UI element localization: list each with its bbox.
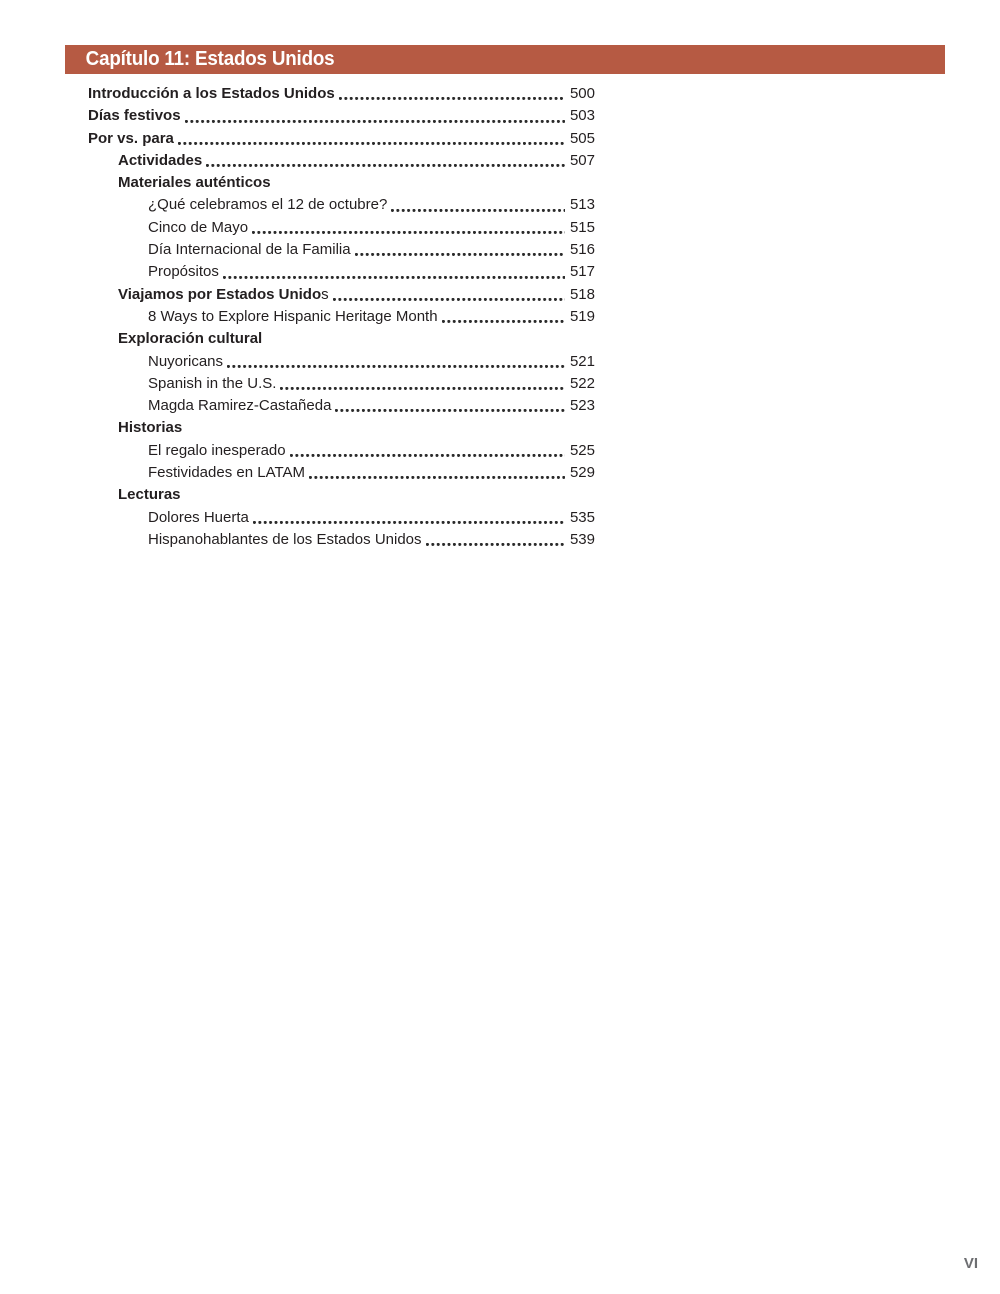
toc-entry: [88, 239, 595, 261]
toc-entry: [88, 440, 595, 462]
page-number-footer: VI: [963, 1255, 978, 1272]
dot-leader: [252, 231, 565, 234]
toc-entry-label: Magda Ramirez-Castañeda: [148, 397, 332, 415]
toc-entry-page: 535: [569, 508, 595, 526]
toc-entry: [88, 373, 595, 395]
dot-leader: [185, 120, 565, 123]
toc-entry: [88, 261, 595, 283]
toc-entry: [88, 83, 595, 105]
toc-entry-page: 513: [569, 196, 595, 214]
toc-entry-label: Cinco de Mayo: [148, 218, 249, 236]
toc-entry-page: 519: [569, 307, 595, 325]
toc-entry-label: Hispanohablantes de los Estados Unidos: [148, 530, 422, 548]
dot-leader: [339, 97, 565, 100]
toc-entry: [88, 194, 595, 216]
toc-entry-label: Nuyoricans: [148, 352, 224, 370]
toc-entry: [88, 507, 595, 529]
toc-entry-page: 539: [569, 530, 595, 548]
dot-leader: [178, 142, 565, 145]
dot-leader: [442, 320, 565, 323]
toc-section-heading: [88, 328, 595, 350]
toc-entry: [88, 284, 595, 306]
toc-entry-label-bold: Viajamos por Estados Unido: [118, 285, 322, 303]
toc-entry: [88, 306, 595, 328]
toc-entry-label: Propósitos: [148, 263, 219, 281]
toc-section-label: Materiales auténticos: [118, 174, 271, 192]
toc-entry-label: Introducción a los Estados Unidos: [88, 85, 335, 102]
dot-leader: [206, 164, 565, 167]
toc-entry: [88, 217, 595, 239]
toc-entry-label: Día Internacional de la Familia: [148, 241, 351, 259]
toc-entry-page: 507: [569, 151, 595, 169]
toc-entry: [88, 105, 595, 127]
toc-entry: [88, 462, 595, 484]
chapter-title: Capítulo 11: Estados Unidos: [85, 48, 335, 70]
toc-entry-page: 525: [569, 441, 595, 459]
toc-entry-label: Días festivos: [88, 107, 181, 125]
toc-entry-page: 517: [569, 263, 595, 281]
toc-entry-label: 8 Ways to Explore Hispanic Heritage Month: [148, 307, 438, 325]
toc-entry-page: 523: [569, 397, 595, 415]
toc-entry-label: Dolores Huerta: [148, 508, 249, 526]
toc-entry-label: [118, 284, 329, 306]
toc-entry-page: 518: [569, 285, 595, 303]
dot-leader: [223, 276, 565, 279]
toc-section-label: Historias: [118, 419, 183, 437]
dot-leader: [355, 253, 565, 256]
dot-leader: [391, 209, 565, 212]
toc-entry: [88, 395, 595, 417]
dot-leader: [253, 521, 565, 524]
toc-entry-label: ¿Qué celebramos el 12 de octubre?: [148, 196, 388, 214]
toc-entry-page: 515: [569, 218, 595, 236]
dot-leader: [290, 454, 565, 457]
toc-entry: [88, 128, 595, 150]
dot-leader: [309, 476, 565, 479]
toc-section-heading: [88, 172, 595, 194]
toc-section-label: Exploración cultural: [118, 330, 263, 348]
toc-entry: [88, 351, 595, 373]
toc-entry-page: 521: [569, 352, 595, 370]
toc-entry-label: Festividades en LATAM: [148, 464, 306, 482]
dot-leader: [426, 543, 565, 546]
toc-entry-page: 516: [569, 241, 595, 259]
toc-section-heading: [88, 484, 595, 506]
toc-entry-page: 522: [569, 374, 595, 392]
dot-leader: [227, 365, 565, 368]
toc-entry-label-suffix: s: [321, 285, 329, 303]
dot-leader: [333, 298, 565, 301]
toc-entry-page: 503: [569, 107, 595, 125]
toc-entry-label: Por vs. para: [88, 129, 174, 147]
toc-section-heading: [88, 417, 595, 439]
toc-section-label: Lecturas: [118, 486, 181, 504]
table-of-contents: [88, 83, 595, 551]
toc-entry: [88, 529, 595, 551]
dot-leader: [280, 387, 565, 390]
toc-entry: [88, 150, 595, 172]
toc-entry-label: Spanish in the U.S.: [148, 374, 277, 392]
toc-entry-label: El regalo inesperado: [148, 441, 286, 459]
dot-leader: [335, 409, 565, 412]
toc-entry-page: 505: [569, 129, 595, 147]
chapter-banner: [65, 45, 945, 74]
toc-entry-label: Actividades: [118, 151, 203, 169]
toc-entry-page: 500: [569, 85, 595, 102]
toc-entry-page: 529: [569, 464, 595, 482]
